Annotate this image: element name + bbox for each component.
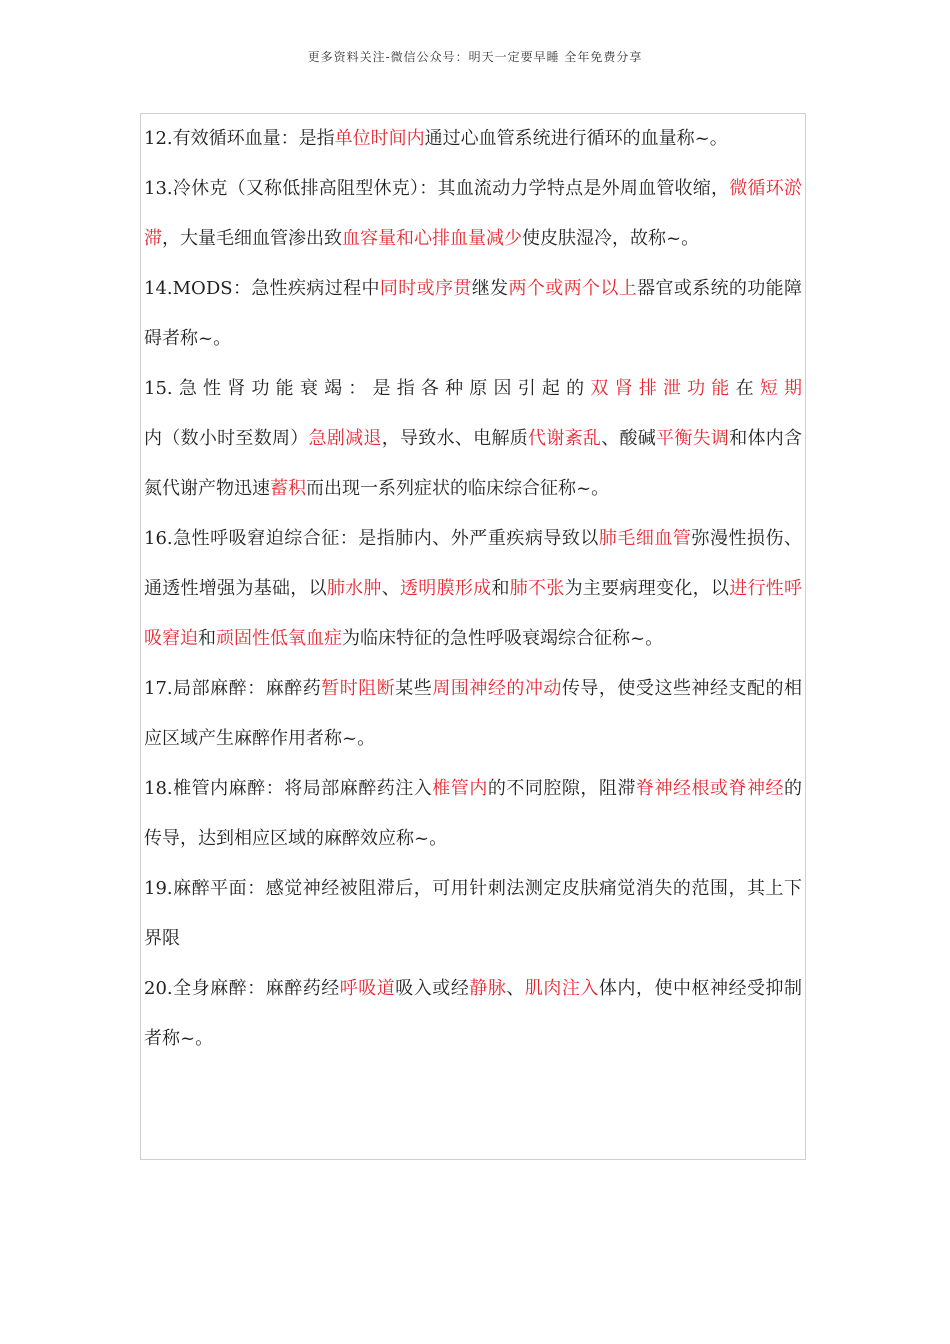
definition-text: 、酸碱 — [601, 428, 657, 449]
highlighted-term: 蓄积 — [270, 478, 306, 499]
definition-text: 14.MODS：急性疾病过程中 — [144, 278, 380, 299]
definition-entry — [144, 964, 802, 1064]
highlighted-term: 单位时间内 — [334, 128, 425, 149]
definition-entry — [144, 764, 802, 864]
definition-text: 13.冷休克（又称低排高阻型休克）：其血流动力学特点是外周血管收缩， — [144, 178, 730, 199]
highlighted-term: 肌肉注入 — [524, 978, 599, 999]
highlighted-term: 双肾排泄功能 — [590, 378, 736, 399]
highlighted-term: 肺毛细血管 — [598, 528, 692, 549]
definition-text: 继发 — [471, 278, 509, 299]
definition-text: 20.全身麻醉：麻醉药经 — [144, 978, 340, 999]
definition-entry — [144, 664, 802, 764]
definition-text: 弥漫性损伤、通透性增强为基础，以 — [144, 528, 803, 599]
highlighted-term: 呼吸道 — [339, 978, 396, 999]
definition-text: 、 — [506, 978, 525, 999]
highlighted-term: 两个或两个以上 — [508, 278, 638, 299]
definition-entry — [144, 514, 802, 664]
highlighted-term: 微循环淤滞 — [144, 178, 802, 249]
highlighted-term: 肺水肿 — [326, 578, 382, 599]
highlighted-term: 椎管内 — [432, 778, 488, 799]
definition-text: 传导，使受这些神经支配的相应区域产生麻醉作用者称~。 — [144, 678, 803, 749]
definition-text: 吸入或经 — [395, 978, 470, 999]
highlighted-term: 平衡失调 — [656, 428, 730, 449]
highlighted-term: 周围神经的冲动 — [432, 678, 562, 699]
definition-text: 而出现一系列症状的临床综合征称~。 — [306, 478, 610, 499]
definition-text: 器官或系统的功能障碍者称~。 — [144, 278, 803, 349]
highlighted-term: 进行性呼吸窘迫 — [144, 578, 803, 649]
page-header: 更多资料关注-微信公众号：明天一定要早睡 全年免费分享 — [307, 50, 643, 64]
definition-text: 的传导，达到相应区域的麻醉效应称~。 — [144, 778, 803, 849]
definition-text: 、 — [381, 578, 401, 599]
definition-text: 16.急性呼吸窘迫综合征：是指肺内、外严重疾病导致以 — [144, 528, 599, 549]
highlighted-term: 顽固性低氧血症 — [216, 628, 342, 649]
definition-text: 19.麻醉平面：感觉神经被阻滞后，可用针刺法测定皮肤痛觉消失的范围，其上下界限 — [144, 878, 802, 949]
definition-entry — [144, 864, 802, 964]
definition-text: 和 — [491, 578, 510, 599]
definitions-list — [144, 114, 802, 1064]
definition-text: 使皮肤湿冷，故称~。 — [522, 228, 700, 249]
definition-text: 某些 — [395, 678, 433, 699]
definition-entry — [144, 164, 802, 264]
definition-text: 为主要病理变化，以 — [564, 578, 730, 599]
highlighted-term: 急剧减退 — [308, 428, 382, 449]
highlighted-term: 代谢紊乱 — [528, 428, 602, 449]
definition-text: 和体内含氮代谢产物迅速 — [144, 428, 803, 499]
definition-text: 12.有效循环血量：是指 — [144, 128, 335, 149]
highlighted-term: 血容量和心排血量减少 — [342, 228, 522, 249]
definition-entry — [144, 364, 802, 514]
definition-text: ，大量毛细血管渗出致 — [162, 228, 342, 249]
definition-text: 17.局部麻醉：麻醉药 — [144, 678, 322, 699]
definition-entry — [144, 114, 802, 164]
definition-entry — [144, 264, 802, 364]
definition-text: ，导致水、电解质 — [381, 428, 529, 449]
highlighted-term: 短期 — [759, 378, 803, 399]
definition-text: 在 — [735, 378, 760, 399]
definition-text: 和 — [198, 628, 216, 649]
highlighted-term: 肺不张 — [509, 578, 565, 599]
highlighted-term: 透明膜形成 — [400, 578, 492, 599]
definition-text: 的不同腔隙，阻滞 — [487, 778, 636, 799]
highlighted-term: 同时或序贯 — [379, 278, 472, 299]
definition-text: 体内，使中枢神经受抑制者称~。 — [144, 978, 803, 1049]
definition-text: 内（数小时至数周） — [144, 428, 309, 449]
definition-text: 为临床特征的急性呼吸衰竭综合征称~。 — [342, 628, 664, 649]
highlighted-term: 静脉 — [469, 978, 507, 999]
definition-text: 通过心血管系统进行循环的血量称~。 — [424, 128, 728, 149]
definition-text: 18.椎管内麻醉：将局部麻醉药注入 — [144, 778, 433, 799]
highlighted-term: 脊神经根或脊神经 — [635, 778, 785, 799]
definition-text: 15.急性肾功能衰竭：是指各种原因引起的 — [144, 378, 591, 399]
highlighted-term: 暂时阻断 — [321, 678, 396, 699]
